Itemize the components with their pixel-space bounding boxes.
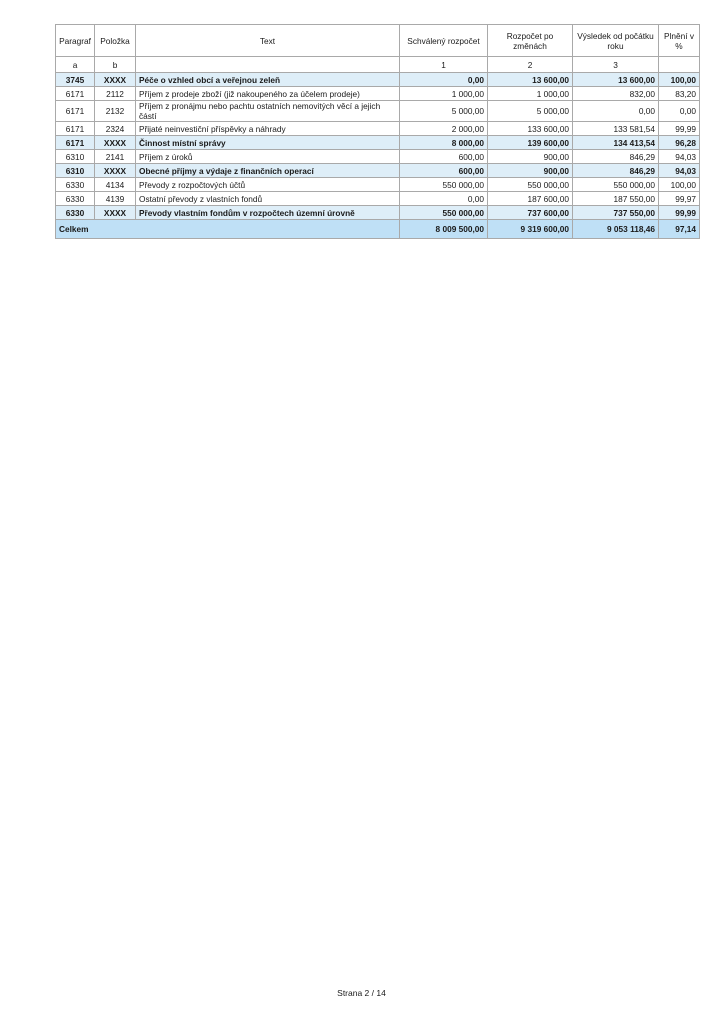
cell-paragraf: 6330 (56, 206, 95, 220)
cell-polozka: 2132 (95, 101, 136, 122)
cell-vysledek: 134 413,54 (573, 136, 659, 150)
letter-cell: b (95, 57, 136, 73)
cell-vysledek: 0,00 (573, 101, 659, 122)
cell-vysledek: 737 550,00 (573, 206, 659, 220)
cell-vysledek: 832,00 (573, 87, 659, 101)
cell-po-zmenach: 550 000,00 (488, 178, 573, 192)
cell-po-zmenach: 737 600,00 (488, 206, 573, 220)
cell-text: Příjem z prodeje zboží (již nakoupeného za účelem prodeje) (136, 87, 400, 101)
letter-cell: 3 (573, 57, 659, 73)
letter-cell (136, 57, 400, 73)
cell-polozka: 2112 (95, 87, 136, 101)
total-plneni: 97,14 (659, 220, 700, 239)
page-number: Strana 2 / 14 (337, 988, 386, 998)
header-polozka: Položka (95, 25, 136, 57)
cell-paragraf: 6310 (56, 164, 95, 178)
cell-text: Převody vlastním fondům v rozpočtech územní úrovně (136, 206, 400, 220)
cell-schvaleny: 5 000,00 (400, 101, 488, 122)
header-row (56, 25, 700, 57)
letter-cell: 1 (400, 57, 488, 73)
cell-po-zmenach: 900,00 (488, 150, 573, 164)
cell-text: Ostatní převody z vlastních fondů (136, 192, 400, 206)
letter-cell: a (56, 57, 95, 73)
cell-vysledek: 13 600,00 (573, 73, 659, 87)
cell-schvaleny: 1 000,00 (400, 87, 488, 101)
table-row (56, 150, 700, 164)
cell-text: Příjem z úroků (136, 150, 400, 164)
cell-polozka: XXXX (95, 73, 136, 87)
table-row (56, 122, 700, 136)
cell-polozka: 2324 (95, 122, 136, 136)
total-po-zmenach: 9 319 600,00 (488, 220, 573, 239)
cell-text: Činnost místní správy (136, 136, 400, 150)
cell-schvaleny: 600,00 (400, 164, 488, 178)
cell-po-zmenach: 1 000,00 (488, 87, 573, 101)
subtotal-row (56, 206, 700, 220)
cell-paragraf: 3745 (56, 73, 95, 87)
cell-po-zmenach: 900,00 (488, 164, 573, 178)
header-po-zmenach: Rozpočet po změnách (488, 25, 573, 57)
cell-vysledek: 846,29 (573, 150, 659, 164)
cell-plneni: 100,00 (659, 73, 700, 87)
letter-cell: 2 (488, 57, 573, 73)
cell-paragraf: 6330 (56, 192, 95, 206)
cell-plneni: 96,28 (659, 136, 700, 150)
header-vysledek: Výsledek od počátku roku (573, 25, 659, 57)
subtotal-row (56, 164, 700, 178)
cell-schvaleny: 2 000,00 (400, 122, 488, 136)
table-row (56, 87, 700, 101)
cell-polozka: XXXX (95, 164, 136, 178)
table-row (56, 101, 700, 122)
cell-vysledek: 187 550,00 (573, 192, 659, 206)
header-text: Text (136, 25, 400, 57)
header-plneni: Plnění v % (659, 25, 700, 57)
cell-text: Převody z rozpočtových účtů (136, 178, 400, 192)
column-letter-row (56, 57, 700, 73)
cell-plneni: 99,97 (659, 192, 700, 206)
cell-text: Přijaté neinvestiční příspěvky a náhrady (136, 122, 400, 136)
cell-po-zmenach: 5 000,00 (488, 101, 573, 122)
table-row (56, 178, 700, 192)
cell-po-zmenach: 133 600,00 (488, 122, 573, 136)
cell-vysledek: 550 000,00 (573, 178, 659, 192)
cell-text: Příjem z pronájmu nebo pachtu ostatních nemovitých věcí a jejich částí (136, 101, 400, 122)
cell-schvaleny: 0,00 (400, 73, 488, 87)
total-vysledek: 9 053 118,46 (573, 220, 659, 239)
total-schvaleny: 8 009 500,00 (400, 220, 488, 239)
cell-po-zmenach: 139 600,00 (488, 136, 573, 150)
cell-vysledek: 133 581,54 (573, 122, 659, 136)
cell-text: Péče o vzhled obcí a veřejnou zeleň (136, 73, 400, 87)
cell-vysledek: 846,29 (573, 164, 659, 178)
cell-plneni: 0,00 (659, 101, 700, 122)
cell-schvaleny: 600,00 (400, 150, 488, 164)
cell-plneni: 99,99 (659, 122, 700, 136)
cell-polozka: 4134 (95, 178, 136, 192)
cell-polozka: 4139 (95, 192, 136, 206)
cell-plneni: 94,03 (659, 150, 700, 164)
cell-paragraf: 6171 (56, 122, 95, 136)
cell-paragraf: 6171 (56, 136, 95, 150)
cell-paragraf: 6171 (56, 87, 95, 101)
header-schvaleny: Schválený rozpočet (400, 25, 488, 57)
letter-cell (659, 57, 700, 73)
cell-paragraf: 6330 (56, 178, 95, 192)
cell-schvaleny: 0,00 (400, 192, 488, 206)
cell-paragraf: 6310 (56, 150, 95, 164)
cell-plneni: 99,99 (659, 206, 700, 220)
cell-polozka: XXXX (95, 136, 136, 150)
cell-po-zmenach: 187 600,00 (488, 192, 573, 206)
header-paragraf: Paragraf (56, 25, 95, 57)
subtotal-row (56, 73, 700, 87)
cell-schvaleny: 8 000,00 (400, 136, 488, 150)
cell-polozka: 2141 (95, 150, 136, 164)
cell-po-zmenach: 13 600,00 (488, 73, 573, 87)
cell-polozka: XXXX (95, 206, 136, 220)
cell-plneni: 100,00 (659, 178, 700, 192)
table-row (56, 192, 700, 206)
cell-plneni: 94,03 (659, 164, 700, 178)
budget-table (55, 24, 700, 239)
subtotal-row (56, 136, 700, 150)
total-row (56, 220, 700, 239)
cell-text: Obecné příjmy a výdaje z finančních operací (136, 164, 400, 178)
cell-paragraf: 6171 (56, 101, 95, 122)
cell-schvaleny: 550 000,00 (400, 178, 488, 192)
cell-plneni: 83,20 (659, 87, 700, 101)
cell-schvaleny: 550 000,00 (400, 206, 488, 220)
total-label: Celkem (56, 220, 400, 239)
